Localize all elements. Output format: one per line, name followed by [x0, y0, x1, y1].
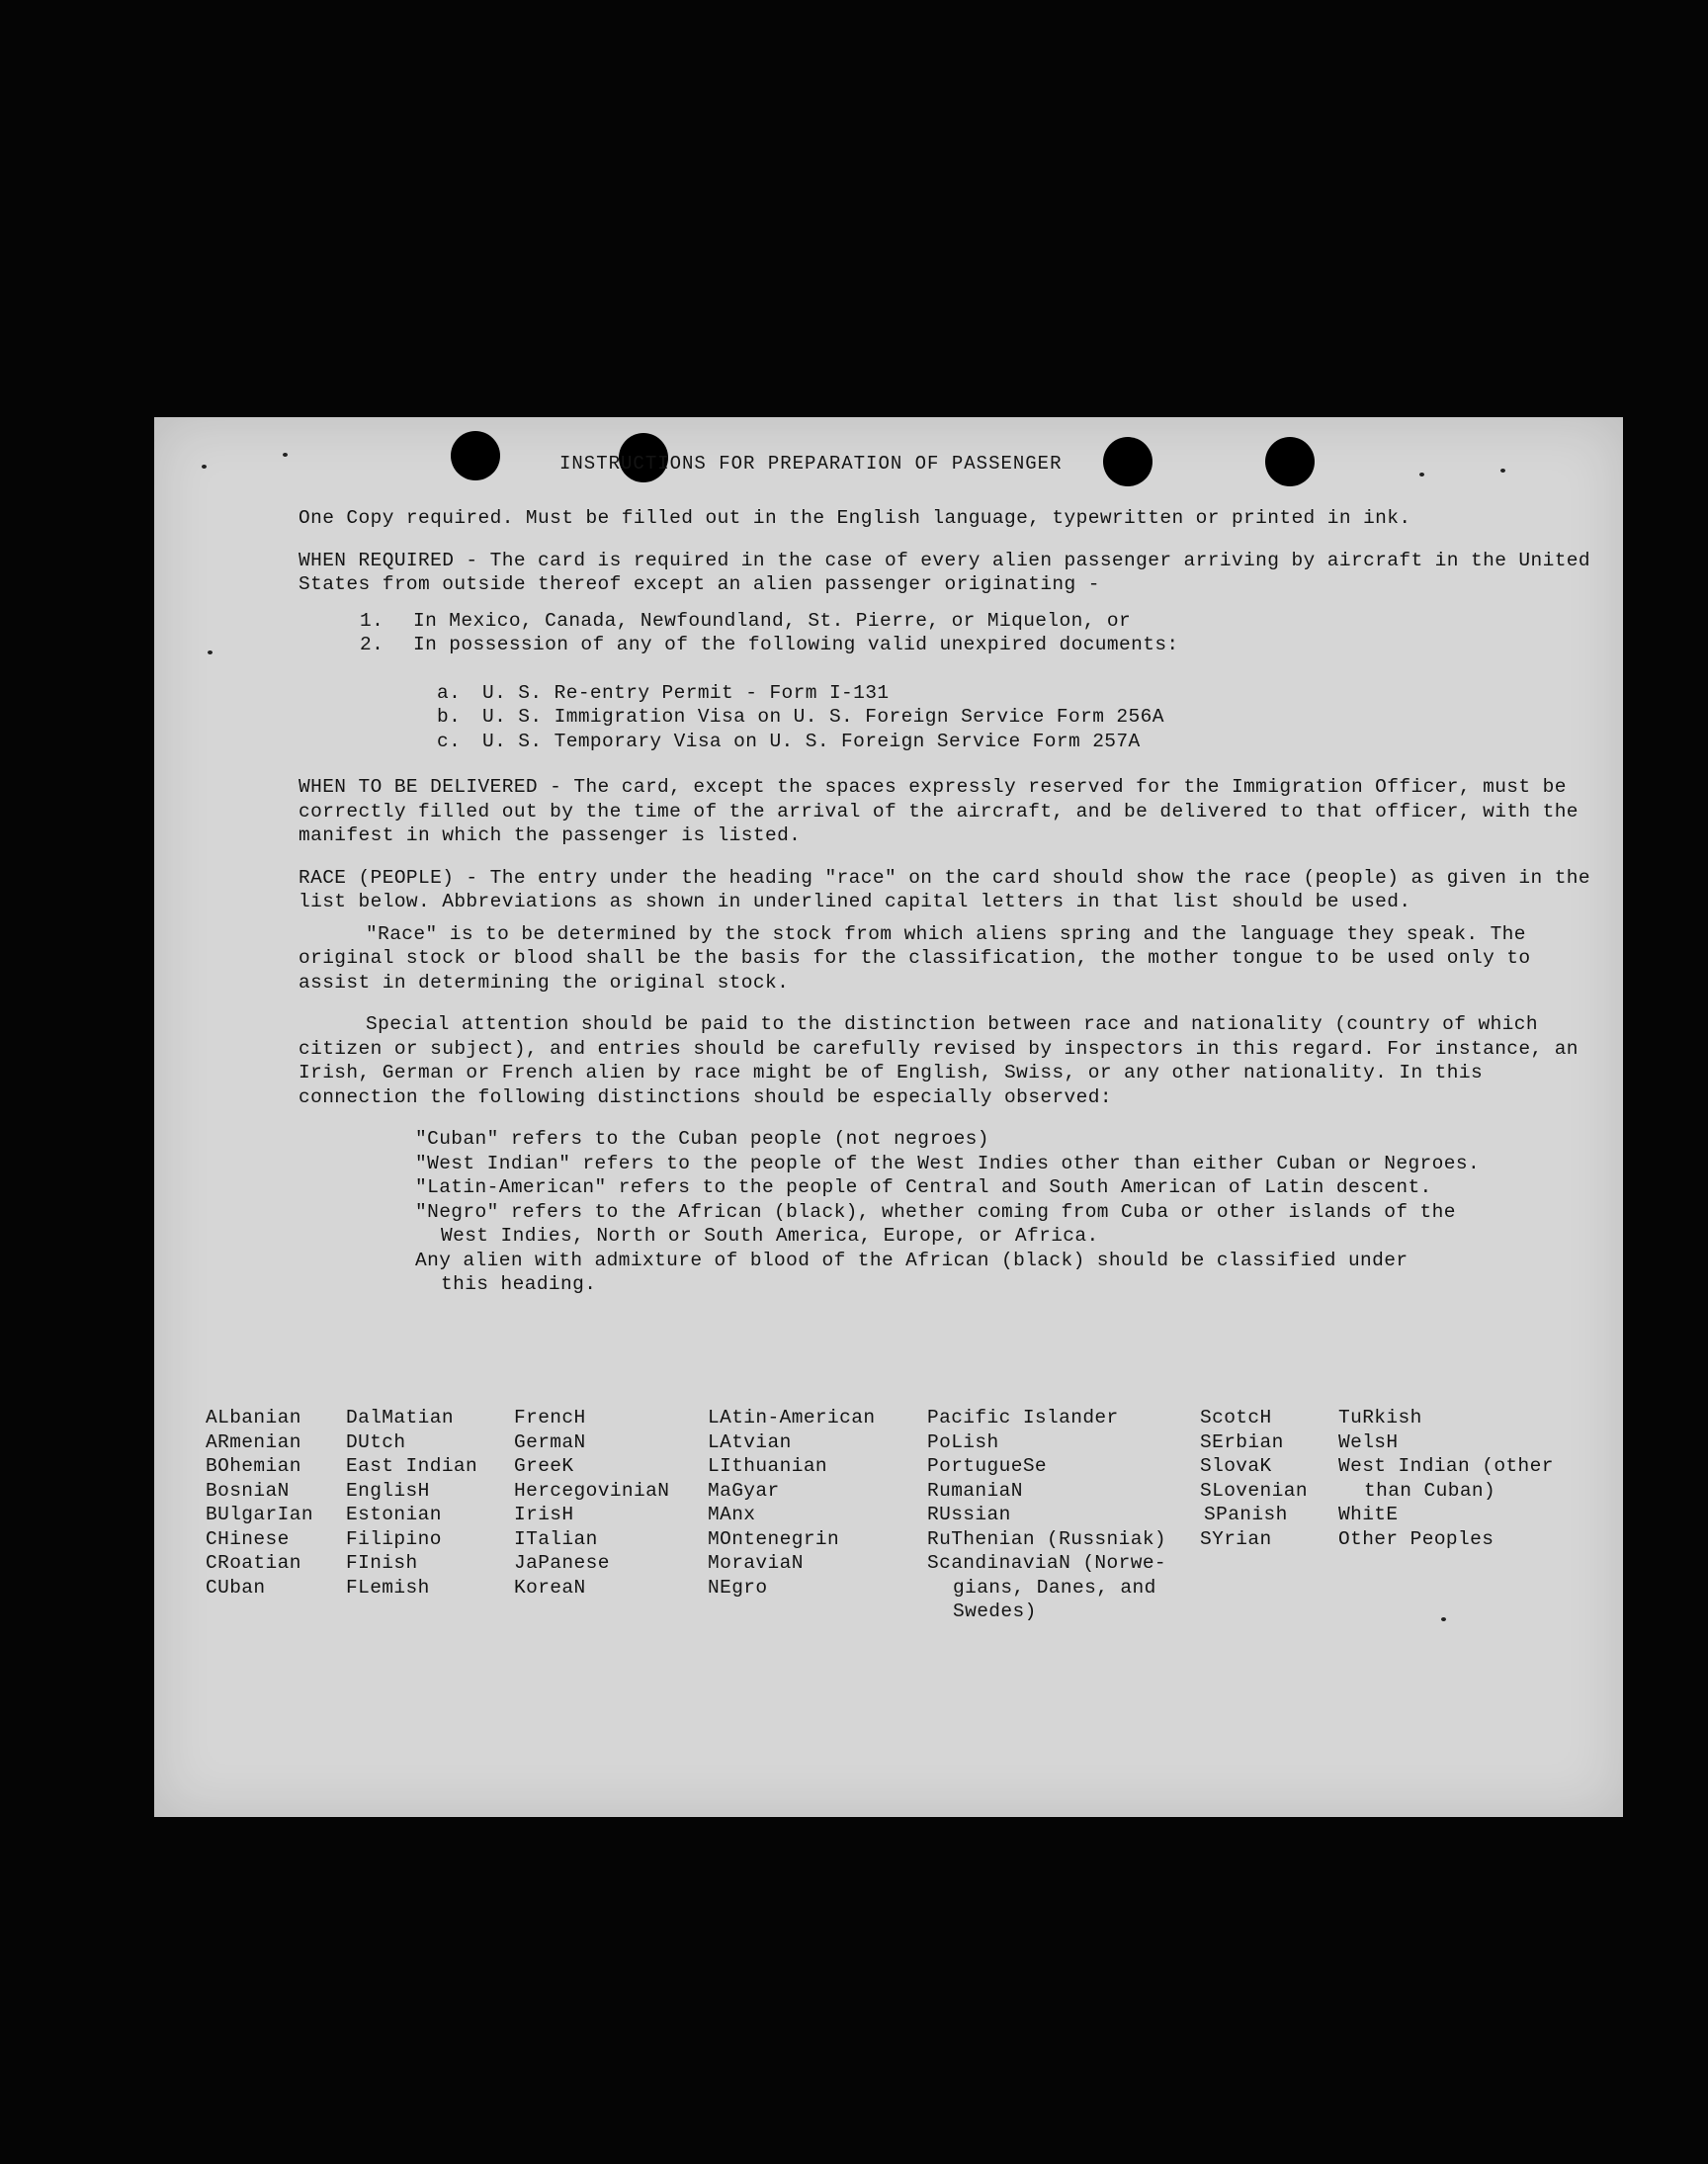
- punch-hole-1: [451, 431, 500, 480]
- speck: [202, 465, 207, 469]
- race-item: MAnx: [708, 1504, 756, 1525]
- race-item: RUssian: [927, 1504, 1011, 1525]
- list-item: [437, 730, 1603, 754]
- documents-list: [299, 681, 1603, 754]
- race-item: Other Peoples: [1338, 1527, 1494, 1550]
- race-item: Estonian: [346, 1504, 442, 1525]
- race-item: LIthuanian: [708, 1455, 828, 1477]
- list-item-text: U. S. Re-entry Permit - Form I-131: [482, 681, 890, 704]
- distinctions-list: [299, 1127, 1603, 1297]
- race-item: ITalian: [514, 1527, 598, 1550]
- race-item: KoreaN: [514, 1576, 586, 1599]
- race-item: SErbian: [1200, 1430, 1284, 1453]
- race-item: ScotcH: [1200, 1407, 1272, 1428]
- list-item-letter: a.: [437, 681, 462, 704]
- list-item-text: In Mexico, Canada, Newfoundland, St. Pierre, or Miquelon, or: [413, 609, 1132, 632]
- list-item: [437, 705, 1603, 730]
- race-item: PortugueSe: [927, 1455, 1048, 1477]
- race-item: TuRkish: [1338, 1407, 1422, 1428]
- distinction-line: "Cuban" refers to the Cuban people (not negroes): [415, 1128, 989, 1150]
- race-item: MaGyar: [708, 1479, 780, 1502]
- list-item-text: U. S. Temporary Visa on U. S. Foreign Service Form 257A: [482, 730, 1141, 752]
- race-item: DUtch: [346, 1430, 406, 1453]
- race-item: Pacific Islander: [927, 1407, 1119, 1428]
- race-item: FrencH: [514, 1407, 586, 1428]
- document-title: INSTRUCTIONS FOR PREPARATION OF PASSENGER: [559, 453, 1063, 475]
- race-item: LAtvian: [708, 1430, 792, 1453]
- speck: [1441, 1617, 1446, 1621]
- race-item: BOhemian: [206, 1455, 301, 1477]
- distinction-line: "Latin-American" refers to the people of Central and South American of Latin descent.: [415, 1176, 1432, 1198]
- race-item: RumaniaN: [927, 1479, 1023, 1502]
- document-sheet: [154, 417, 1623, 1817]
- race-column-7: [1338, 1406, 1554, 1551]
- distinction-line: "Negro" refers to the African (black), whether coming from Cuba or other islands of the: [415, 1200, 1456, 1223]
- race-item: IrisH: [514, 1504, 574, 1525]
- race-column-6: [1200, 1406, 1308, 1551]
- race-item: MoraviaN: [708, 1552, 804, 1574]
- race-item: BUlgarIan: [206, 1504, 313, 1525]
- race-item: FInish: [346, 1552, 418, 1574]
- race-item: NEgro: [708, 1576, 768, 1599]
- race-item: ARmenian: [206, 1430, 301, 1453]
- race-item: SPanish: [1204, 1504, 1288, 1525]
- race-column-1: [206, 1406, 313, 1600]
- race-column-4: [708, 1406, 875, 1600]
- document-body: [299, 506, 1603, 1315]
- race-item: GreeK: [514, 1455, 574, 1477]
- distinction-line: this heading.: [441, 1273, 597, 1295]
- list-item-number: 1.: [360, 609, 384, 632]
- list-item: [360, 633, 1603, 657]
- race-item: MOntenegrin: [708, 1527, 840, 1550]
- when-required-paragraph: WHEN REQUIRED - The card is required in the case of every alien passenger arriving by aircraft in the United States from outside thereof except an alien passenger originating -: [299, 549, 1591, 595]
- race-item: EnglisH: [346, 1479, 430, 1502]
- race-item: WelsH: [1338, 1430, 1399, 1453]
- list-item: [360, 609, 1603, 634]
- race-item: West Indian (other: [1338, 1455, 1554, 1477]
- race-item: RuThenian (Russniak): [927, 1527, 1167, 1550]
- list-item-letter: b.: [437, 706, 462, 728]
- distinction-line: West Indies, North or South America, Europe, or Africa.: [441, 1225, 1099, 1247]
- race-item: DalMatian: [346, 1407, 454, 1428]
- list-item-text: U. S. Immigration Visa on U. S. Foreign Service Form 256A: [482, 706, 1164, 728]
- list-item-text: In possession of any of the following valid unexpired documents:: [413, 634, 1179, 655]
- race-determined-paragraph: "Race" is to be determined by the stock from which aliens spring and the language they speak. The original stock or blood shall be the basis for the classification, the mother tongue to be used only to assist in determining the original stock.: [299, 922, 1531, 994]
- race-item: CHinese: [206, 1527, 290, 1550]
- race-item: HercegoviniaN: [514, 1479, 670, 1502]
- list-item: [437, 681, 1603, 706]
- race-column-2: [346, 1406, 477, 1600]
- race-item: BosniaN: [206, 1479, 290, 1502]
- race-item: ScandinaviaN (Norwe-: [927, 1552, 1167, 1574]
- race-item: SYrian: [1200, 1527, 1272, 1550]
- punch-hole-4: [1265, 437, 1315, 486]
- race-column-3: [514, 1406, 669, 1600]
- intro-paragraph: One Copy required. Must be filled out in the English language, typewritten or printed in ink.: [299, 507, 1411, 529]
- race-item: SLovenian: [1200, 1479, 1308, 1502]
- race-item: than Cuban): [1364, 1479, 1496, 1502]
- race-item: LAtin-American: [708, 1407, 876, 1428]
- special-attention-paragraph: Special attention should be paid to the distinction between race and nationality (country of which citizen or subject), and entries should be carefully revised by inspectors in this regard. For instance, an Irish, German or French alien by race might be of English, Swiss, or any other nationality. In this connection the following distinctions should be especially observed:: [299, 1013, 1579, 1108]
- race-item: gians, Danes, and: [953, 1576, 1156, 1599]
- distinction-line: Any alien with admixture of blood of the African (black) should be classified under: [415, 1249, 1409, 1271]
- list-item-letter: c.: [437, 730, 462, 752]
- race-item: Swedes): [953, 1601, 1037, 1622]
- punch-hole-3: [1103, 437, 1153, 486]
- race-item: PoLish: [927, 1430, 999, 1453]
- race-paragraph: RACE (PEOPLE) - The entry under the heading "race" on the card should show the race (people) as given in the list below. Abbreviations as shown in underlined capital letters in that list should be used.: [299, 866, 1591, 912]
- race-item: GermaN: [514, 1430, 586, 1453]
- distinction-line: "West Indian" refers to the people of the West Indies other than either Cuban or Negroes.: [415, 1152, 1481, 1174]
- race-item: WhitE: [1338, 1504, 1399, 1525]
- speck: [1419, 473, 1424, 476]
- race-item: CUban: [206, 1576, 266, 1599]
- origin-list: [299, 609, 1603, 657]
- race-item: Filipino: [346, 1527, 442, 1550]
- list-item-number: 2.: [360, 634, 384, 655]
- speck: [208, 650, 213, 654]
- race-item: CRoatian: [206, 1552, 301, 1574]
- when-delivered-paragraph: WHEN TO BE DELIVERED - The card, except the spaces expressly reserved for the Immigration Officer, must be correctly filled out by the time of the arrival of the aircraft, and be delivered to that officer, with the manifest in which the passenger is listed.: [299, 776, 1579, 846]
- race-item: ALbanian: [206, 1407, 301, 1428]
- speck: [1500, 469, 1505, 473]
- race-item: SlovaK: [1200, 1455, 1272, 1477]
- race-item: East Indian: [346, 1455, 478, 1477]
- race-column-5: [927, 1406, 1166, 1624]
- race-item: JaPanese: [514, 1552, 610, 1574]
- speck: [283, 453, 288, 457]
- race-item: FLemish: [346, 1576, 430, 1599]
